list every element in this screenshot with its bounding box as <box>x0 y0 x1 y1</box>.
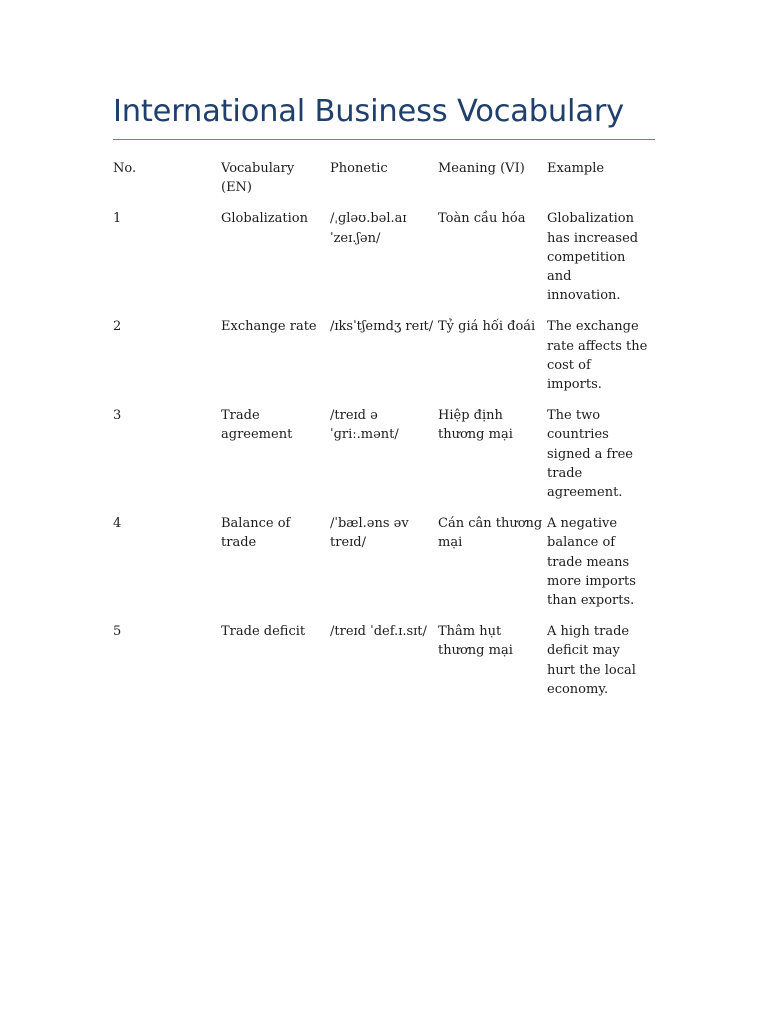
cell-meaning: Hiệp định thương mại <box>438 408 513 443</box>
cell-example: A high trade deficit may hurt the local economy. <box>547 624 636 697</box>
vocabulary-table <box>113 159 653 711</box>
cell-vocabulary: Globalization <box>221 211 308 227</box>
cell-meaning: Toàn cầu hóa <box>438 211 526 227</box>
cell-meaning: Thâm hụt thương mại <box>438 624 513 659</box>
cell-vocabulary: Trade deficit <box>221 624 306 640</box>
cell-phonetic: /ˈbæl.əns əv treɪd/ <box>330 516 409 551</box>
header-example: Example <box>547 161 605 176</box>
cell-example: The exchange rate affects the cost of imports. <box>547 319 648 393</box>
cell-meaning: Tỷ giá hối đoái <box>438 319 536 335</box>
cell-no: 1 <box>113 211 122 227</box>
table-row <box>113 406 653 514</box>
cell-example: The two countries signed a free trade agreement. <box>547 408 633 501</box>
table-row <box>113 317 653 406</box>
cell-no: 5 <box>113 624 122 640</box>
cell-phonetic: /treɪd əˈɡriː.mənt/ <box>330 408 399 443</box>
cell-no: 3 <box>113 408 122 424</box>
cell-meaning: Cán cân thương mại <box>438 516 543 551</box>
header-vocabulary: Vocabulary (EN) <box>221 161 295 196</box>
header-phonetic: Phonetic <box>330 161 388 176</box>
table-row <box>113 209 653 317</box>
header-meaning: Meaning (VI) <box>438 161 525 176</box>
header-no: No. <box>113 161 137 176</box>
table-row <box>113 622 653 711</box>
table-header-row <box>113 159 653 209</box>
cell-vocabulary: Balance of trade <box>221 516 291 551</box>
title-underline <box>113 139 655 140</box>
document-title: International Business Vocabulary <box>113 94 625 129</box>
table-row <box>113 514 653 622</box>
cell-phonetic: /ɪksˈtʃeɪndʒ reɪt/ <box>330 319 434 335</box>
cell-phonetic: /ˌɡləʊ.bəl.aɪˈzeɪ.ʃən/ <box>330 211 407 246</box>
cell-vocabulary: Exchange rate <box>221 319 317 335</box>
cell-no: 2 <box>113 319 122 335</box>
cell-example: Globalization has increased competition and innovation. <box>547 211 639 304</box>
cell-example: A negative balance of trade means more imports than exports. <box>547 516 636 609</box>
cell-no: 4 <box>113 516 122 532</box>
cell-phonetic: /treɪd ˈdef.ɪ.sɪt/ <box>330 624 427 640</box>
cell-vocabulary: Trade agreement <box>221 408 293 443</box>
